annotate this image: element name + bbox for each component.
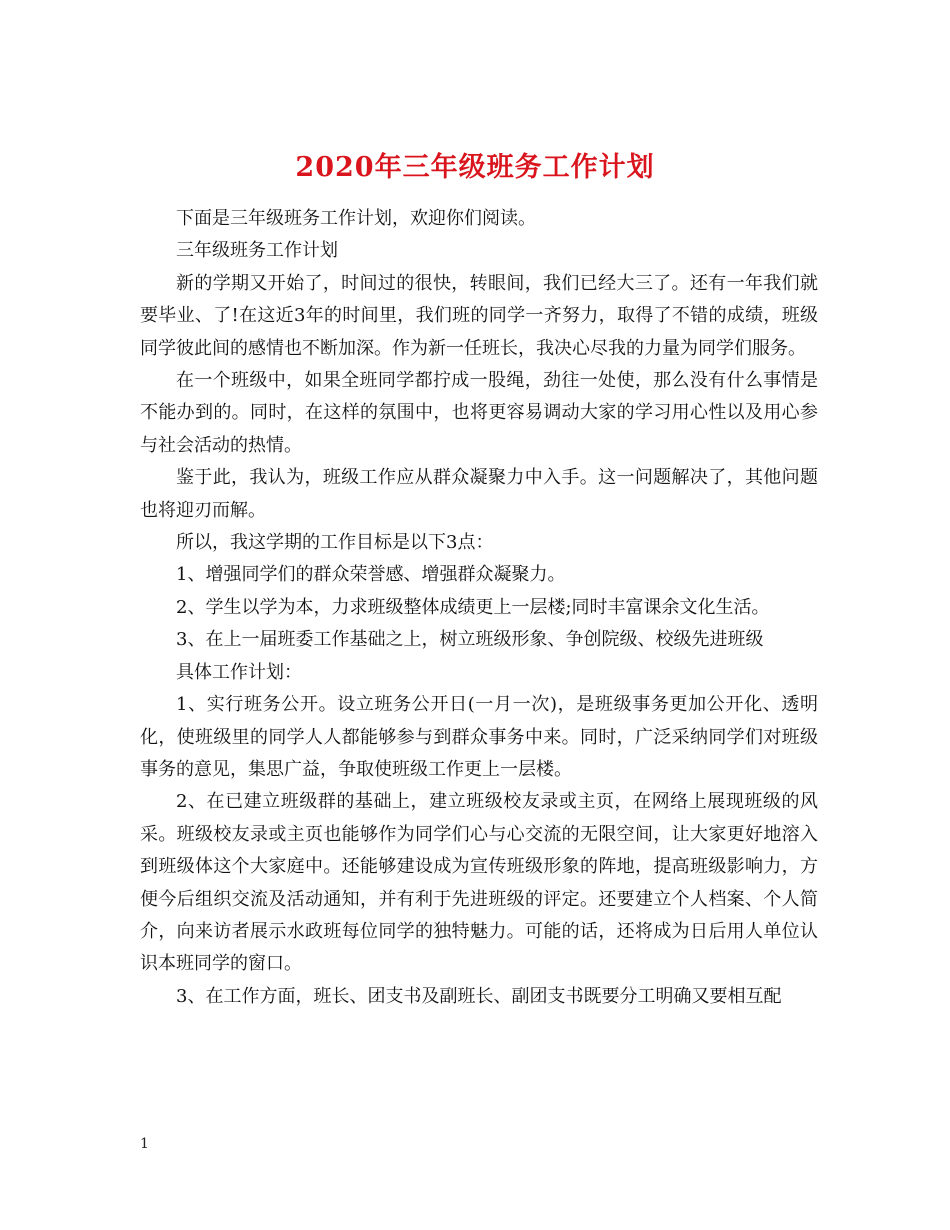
paragraph-unity: 在一个班级中，如果全班同学都拧成一股绳，劲往一处使，那么没有什么事情是不能办到的。同时，在这样的氛围中，也将更容易调动大家的学习用心性以及用心参与社会活动的热情。 xyxy=(140,370,818,456)
page-number: 1 xyxy=(140,1136,149,1152)
paragraph-subtitle: 三年级班务工作计划 xyxy=(176,240,338,262)
plan-item-1: 1、实行班务公开。设立班务公开日(一月一次)，是班级事务更加公开化、透明化，使班级里的同学人人都能够参与到群众事务中来。同时，广泛采纳同学们对班级事务的意见，集思广益，争取使班级工作更上一层楼。 xyxy=(140,694,818,780)
paragraph-cohesion: 鉴于此，我认为，班级工作应从群众凝聚力中入手。这一问题解决了，其他问题也将迎刃而解。 xyxy=(140,467,818,521)
paragraph-opening: 新的学期又开始了，时间过的很快，转眼间，我们已经大三了。还有一年我们就要毕业、了!在这近3年的时间里，我们班的同学一齐努力，取得了不错的成绩，班级同学彼此间的感情也不断加深。作为新一任班长，我决心尽我的力量为同学们服务。 xyxy=(140,272,818,359)
plan-item-2: 2、在已建立班级群的基础上，建立班级校友录或主页，在网络上展现班级的风采。班级校友录或主页也能够作为同学们心与心交流的无限空间，让大家更好地溶入到班级体这个大家庭中。还能够建设成为宣传班级形象的阵地，提高班级影响力，方便今后组织交流及活动通知，并有利于先进班级的评定。还要建立个人档案、个人简介，向来访者展示水政班每位同学的独特魅力。可能的话，还将成为日后用人单位认识本班同学的窗口。 xyxy=(140,791,818,975)
goal-item-3: 3、在上一届班委工作基础之上，树立班级形象、争创院级、校级先进班级 xyxy=(176,629,764,651)
goal-item-2: 2、学生以学为本，力求班级整体成绩更上一层楼;同时丰富课余文化生活。 xyxy=(176,596,770,618)
paragraph-plan-heading: 具体工作计划： xyxy=(176,661,302,683)
goal-item-1: 1、增强同学们的群众荣誉感、增强群众凝聚力。 xyxy=(176,564,566,586)
plan-item-3: 3、在工作方面，班长、团支书及副班长、副团支书既要分工明确又要相互配 xyxy=(176,985,782,1007)
document-title: 2020年三年级班务工作计划 xyxy=(295,152,655,184)
paragraph-goals-intro: 所以，我这学期的工作目标是以下3点： xyxy=(176,532,494,554)
document-body xyxy=(140,203,818,1013)
paragraph-intro: 下面是三年级班务工作计划，欢迎你们阅读。 xyxy=(176,208,536,229)
